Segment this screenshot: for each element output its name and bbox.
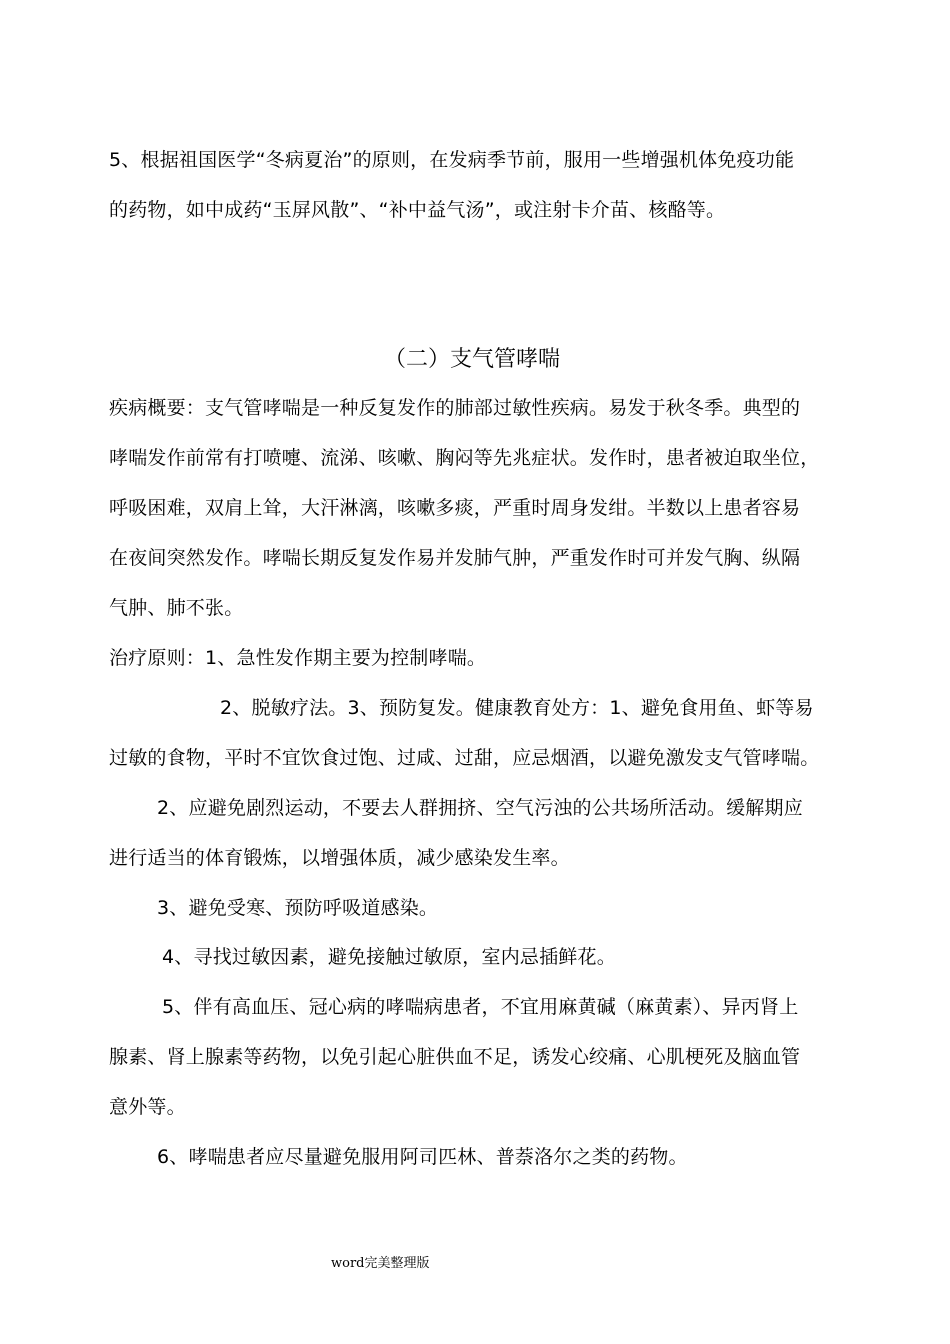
text-line: 4、寻找过敏因素，避免接触过敏原，室内忌插鲜花。 <box>162 946 616 968</box>
text-line: 6、哮喘患者应尽量避免服用阿司匹林、普萘洛尔之类的药物。 <box>157 1146 688 1168</box>
page-footer: word完美整理版 <box>331 1256 430 1271</box>
text-line: 治疗原则：1、急性发作期主要为控制哮喘。 <box>109 647 487 669</box>
text-line: 2、应避免剧烈运动，不要去人群拥挤、空气污浊的公共场所活动。缓解期应 <box>157 797 803 819</box>
text-line: 5、根据祖国医学“冬病夏治”的原则，在发病季节前，服用一些增强机体免疫功能 <box>109 149 795 171</box>
text-line: 过敏的食物，平时不宜饮食过饱、过咸、过甜，应忌烟酒，以避免激发支气管哮喘。 <box>109 747 820 769</box>
text-line: 呼吸困难，双肩上耸，大汗淋漓，咳嗽多痰，严重时周身发绀。半数以上患者容易 <box>109 497 801 519</box>
text-line: 意外等。 <box>109 1096 186 1118</box>
text-line: 腺素、肾上腺素等药物，以免引起心脏供血不足，诱发心绞痛、心肌梗死及脑血管 <box>109 1046 801 1068</box>
text-line: 2、脱敏疗法。3、预防复发。健康教育处方：1、避免食用鱼、虾等易 <box>220 697 814 719</box>
text-line: 5、伴有高血压、冠心病的哮喘病患者，不宜用麻黄碱（麻黄素）、异丙肾上 <box>162 996 799 1018</box>
text-line: 疾病概要：支气管哮喘是一种反复发作的肺部过敏性疾病。易发于秋冬季。典型的 <box>109 397 801 419</box>
text-line: 哮喘发作前常有打喷嚏、流涕、咳嗽、胸闷等先兆症状。发作时，患者被迫取坐位， <box>109 447 820 469</box>
text-line: 进行适当的体育锻炼，以增强体质，减少感染发生率。 <box>109 847 570 869</box>
text-line: 气肿、肺不张。 <box>109 597 244 619</box>
section-heading: （二）支气管哮喘 <box>384 347 561 372</box>
text-line: 3、避免受寒、预防呼吸道感染。 <box>157 897 439 919</box>
text-line: 的药物，如中成药“玉屏风散”、“补中益气汤”，或注射卡介苗、核酪等。 <box>109 199 726 221</box>
text-line: 在夜间突然发作。哮喘长期反复发作易并发肺气肿，严重发作时可并发气胸、纵隔 <box>109 547 801 569</box>
